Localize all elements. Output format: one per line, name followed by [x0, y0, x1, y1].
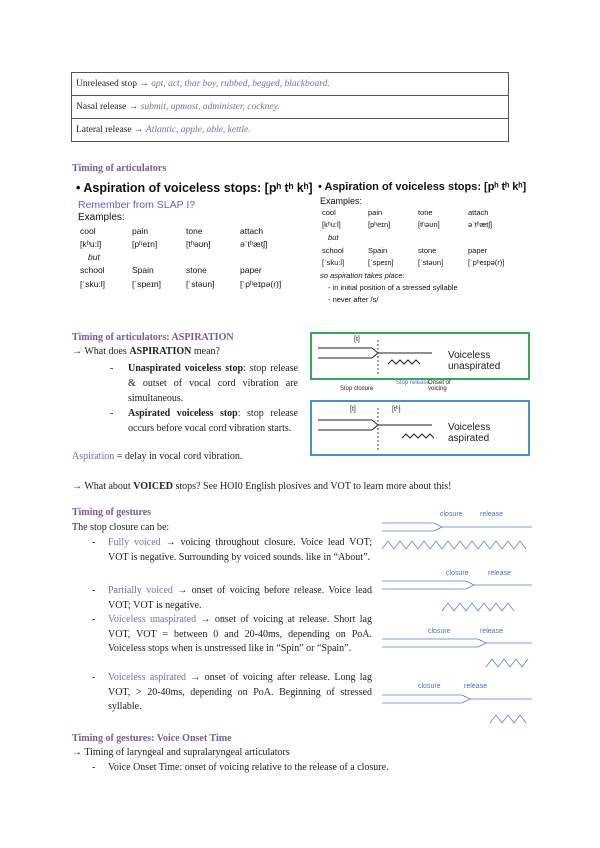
slide-examples-label: Examples: [78, 212, 125, 223]
diagram-aspirated: [t] [tʰ] Voiceless aspirated [310, 400, 530, 456]
table-row: Lateral release → Atlantic, apple, able, kettle. [72, 119, 509, 142]
aspiration-question: → What does ASPIRATION mean? [72, 346, 220, 357]
slide-left: • Aspiration of voiceless stops: [pʰ tʰ kʰ] Remember from SLAP I? Examples: cool pain tone attach [kʰu:l] [pʰeɪn] [tʰəʊn] əˈtʰætʃ] but school Spain stone paper [ˈsku:l] [ˈspeɪn] [ˈstəʊn] [ˈpʰeɪpə(r)] [76, 181, 313, 289]
aspiration-item: - Unaspirated voiceless stop: stop release & outset of vocal cord vibration are simultaneous. [110, 363, 298, 404]
vot-item: - Voice Onset Time: onset of voicing relative to the release of a closure. [92, 762, 389, 773]
table-row: Unreleased stop → apt, act, thar boy, rubbed, begged, blackboard. [72, 73, 509, 96]
diagram-unaspirated: [t] Voiceless unaspirated [310, 332, 530, 380]
slide-title: • Aspiration of voiceless stops: [pʰ tʰ kʰ] [318, 181, 527, 193]
gestures-intro: The stop closure can be: [72, 522, 170, 533]
examples-text: submit, upmost, administer, cockney. [140, 102, 280, 112]
release-label: release [480, 511, 503, 518]
vot-line: → Timing of laryngeal and supralaryngeal articulators [72, 747, 290, 758]
svg-text:closure: closure [446, 570, 469, 577]
section-heading-timing: Timing of articulators [72, 163, 167, 174]
vot-waveforms [382, 507, 532, 732]
label-voiceless-aspirated: Voiceless aspirated [448, 422, 491, 444]
slide-remember: Remember from SLAP I? [78, 199, 196, 211]
gesture-item: - Voiceless unaspirated → onset of voicing at release. Short lag VOT, VOT = between 0 and 20-40ms, depending on PoA. Voiceless stops when is unstressed like in “Spin” or “Spain”. [92, 614, 372, 654]
svg-text:release: release [480, 628, 503, 635]
voiced-question: → What about VOICED stops? See HOI0 English plosives and VOT to learn more about this! [72, 481, 452, 492]
svg-text:release: release [464, 683, 487, 690]
aspiration-definition: Aspiration = delay in vocal cord vibration. [72, 451, 243, 462]
examples-text: Atlantic, apple, able, kettle. [145, 125, 251, 135]
svg-text:closure: closure [418, 683, 441, 690]
svg-text:release: release [488, 570, 511, 577]
examples-text: apt, act, thar boy, rubbed, begged, blackboard. [151, 79, 330, 89]
label-voiceless-unaspirated: Voiceless unaspirated [448, 350, 501, 372]
gesture-item: - Partially voiced → onset of voicing before release. Voice lead VOT; VOT is negative. [92, 585, 372, 611]
svg-text:closure: closure [428, 628, 451, 635]
gesture-item: - Fully voiced → voicing throughout closure. Voice lead VOT; VOT is negative. Surrounding by voiced sounds. like in “About”. [92, 537, 372, 563]
slide-right: • Aspiration of voiceless stops: [pʰ tʰ kʰ] Examples: cool pain tone attach [kʰu:l] [pʰeɪn] [tʰəʊn] əˈtʰætʃ] but school Spain stone paper [ˈsku:l] [ˈspeɪn] [ˈstəʊn] [ˈpʰeɪpə(r)] so aspiration takes place: - in initial position of a stressed syllable - never after /s/ [318, 181, 527, 304]
closure-label: closure [440, 511, 463, 518]
aspiration-item: - Aspirated voiceless stop: stop release occurs before vocal cord vibration starts. [110, 408, 298, 434]
section-heading-aspiration: Timing of articulators: ASPIRATION [72, 332, 234, 343]
section-heading-vot: Timing of gestures: Voice Onset Time [72, 733, 232, 744]
table-row: Nasal release → submit, upmost, administer, cockney. [72, 96, 509, 119]
section-heading-gestures: Timing of gestures [72, 507, 152, 518]
slide-title: • Aspiration of voiceless stops: [pʰ tʰ kʰ] [76, 181, 313, 195]
release-table [71, 72, 509, 142]
gesture-item: - Voiceless aspirated → onset of voicing after release. Long lag VOT, > 20-40ms, depending on PoA. Beginning of stressed syllable. [92, 672, 372, 712]
